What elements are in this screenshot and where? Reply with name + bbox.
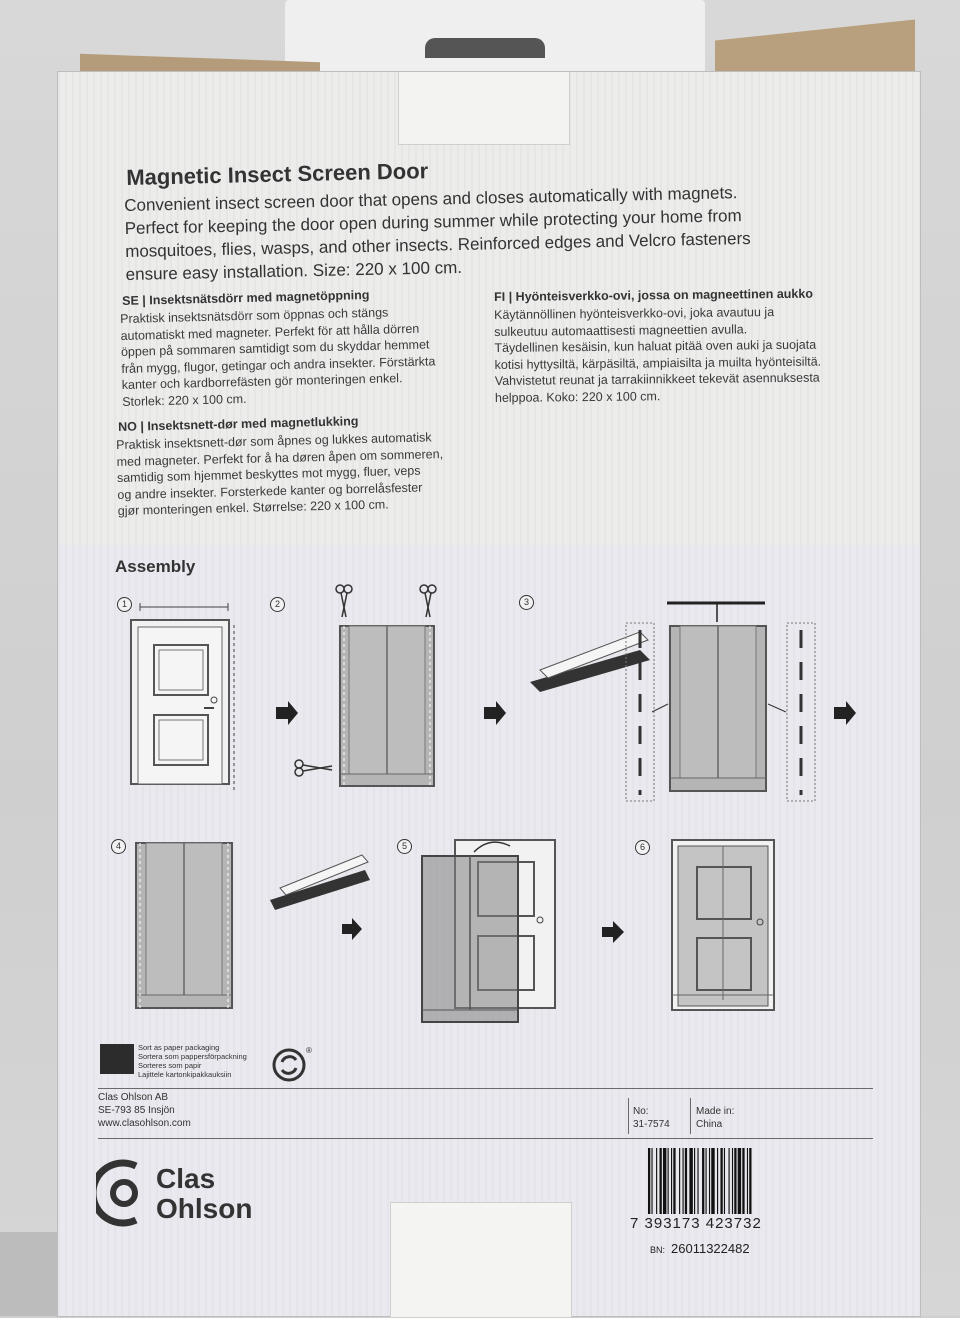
barcode-bar: [656, 1148, 657, 1214]
batch-label: BN:: [650, 1245, 666, 1255]
step-number: 2: [270, 597, 285, 612]
barcode-bar: [724, 1148, 725, 1214]
assembly-heading: Assembly: [115, 557, 196, 576]
barcode-bar: [729, 1148, 730, 1214]
barcode-bar: [663, 1148, 666, 1214]
company-name: Clas Ohlson AB: [98, 1092, 169, 1103]
barcode-bar: [694, 1148, 695, 1214]
step-number: 1: [117, 597, 132, 612]
recycling-line: Sorteres som papir: [138, 1061, 202, 1070]
barcode-bar: [679, 1148, 680, 1214]
barcode-bar: [732, 1148, 733, 1214]
barcode-bar: [671, 1148, 672, 1214]
barcode-bar: [738, 1148, 741, 1214]
origin-label: Made in:: [696, 1106, 735, 1117]
company-website: www.clasohlson.com: [98, 1118, 191, 1129]
company-address: [98, 1091, 191, 1130]
step6-final-illustration: [672, 840, 774, 1010]
item-number-value: 31-7574: [633, 1119, 670, 1130]
barcode-bar: [689, 1148, 692, 1214]
barcode-bar: [660, 1148, 662, 1214]
product-title: Magnetic Insect Screen Door: [126, 158, 429, 190]
se-line: öppen på sommaren samtidigt som du skyddar hemmet: [120, 337, 430, 359]
step2-screen-illustration: [295, 585, 436, 786]
se-line: Praktisk insektsnätsdörr som öppnas och stängs: [120, 305, 389, 326]
barcode-bar: [747, 1148, 748, 1214]
batch-number: [650, 1241, 750, 1256]
fi-line: Käytännöllinen hyönteisverkko-ovi, joka avautuu ja: [494, 305, 775, 322]
step1-door-illustration: [131, 603, 234, 790]
fi-line: helppoa. Koko: 220 x 100 cm.: [494, 388, 661, 405]
step-number: 5: [397, 839, 412, 854]
recycling-line: Sortera som pappersförpackning: [138, 1052, 247, 1061]
no-line: med magneter. Perfekt for å ha døren åpen om sommeren,: [116, 446, 444, 469]
barcode-bar: [717, 1148, 718, 1214]
clas-ohlson-logo-icon: [96, 1158, 146, 1228]
brand-line: Clas: [156, 1163, 216, 1194]
step-number: 4: [111, 839, 126, 854]
brand-line: Ohlson: [156, 1193, 253, 1224]
description-line: Perfect for keeping the door open during summer while protecting your home from: [124, 206, 742, 238]
barcode-bar: [711, 1148, 714, 1214]
no-heading: NO | Insektsnett-dør med magnetlukking: [118, 414, 359, 434]
barcode-bar: [648, 1148, 650, 1214]
fi-line: Täydellinen kesäisin, kun haluat pitää oven auki ja suojata: [494, 337, 817, 355]
description-line: mosquitoes, flies, wasps, and other insects. Reinforced edges and Velcro fasteners: [125, 228, 751, 261]
step5-mounting-illustration: [422, 840, 555, 1022]
barcode: [648, 1148, 820, 1214]
barcode-bar: [749, 1148, 751, 1214]
barcode-bar: [685, 1148, 687, 1214]
company-city: SE-793 85 Insjön: [98, 1105, 175, 1116]
origin-value: China: [696, 1119, 723, 1130]
step3-velcro-illustration: [530, 603, 815, 801]
registered-mark: ®: [306, 1046, 312, 1055]
barcode-bar: [734, 1148, 736, 1214]
item-number: [633, 1105, 670, 1131]
no-line: Praktisk insektsnett-dør som åpnes og lukkes automatisk: [116, 430, 432, 452]
recycling-line: Lajittele kartonkipakkauksiin: [138, 1070, 232, 1079]
fi-line: Vahvistetut reunat ja tarrakiinnikkeet tekevät asennuksesta: [494, 370, 820, 388]
barcode-bar: [709, 1148, 710, 1214]
se-line: kanter och kardborrefästen gör monteringen enkel.: [121, 371, 403, 392]
barcode-bar: [706, 1148, 707, 1214]
batch-value: 26011322482: [671, 1241, 750, 1256]
description-line: Convenient insect screen door that opens and closes automatically with magnets.: [124, 183, 738, 215]
divider: [98, 1138, 873, 1139]
se-line: Storlek: 220 x 100 cm.: [122, 391, 247, 409]
fi-heading: FI | Hyönteisverkko-ovi, jossa on magneettinen aukko: [494, 286, 814, 304]
no-line: og andre insekter. Forsterkede kanter og borrelåsfester: [117, 480, 423, 502]
fi-line: kotisi hyttysiltä, kärpäsiltä, ampiaisilta ja muilta hyönteisiltä.: [494, 354, 822, 372]
recycling-text: [138, 1043, 247, 1079]
recycling-line: Sort as paper packaging: [138, 1043, 220, 1052]
se-line: från mygg, flugor, getingar och andra insekter. Förstärkta: [121, 353, 436, 376]
ean-number: 7 393173 423732: [630, 1215, 762, 1232]
box-bottom-tab: [390, 1202, 572, 1318]
se-heading: SE | Insektsnätsdörr med magnetöppning: [122, 287, 370, 308]
barcode-bar: [683, 1148, 684, 1214]
paper-bin-icon: [100, 1044, 134, 1074]
no-line: gjør monteringen enkel. Størrelse: 220 x 100 cm.: [117, 497, 389, 518]
brand-logo-text: [156, 1164, 252, 1224]
recycle-icon: [272, 1048, 306, 1082]
fi-line: sulkeutuu automaattisesti magneettien avulla.: [494, 321, 748, 339]
barcode-bar: [668, 1148, 669, 1214]
no-line: samtidig som hjemmet beskyttes mot mygg, fluer, veps: [116, 463, 421, 485]
barcode-bar: [651, 1148, 652, 1214]
barcode-bar: [697, 1148, 698, 1214]
origin: [696, 1105, 734, 1131]
step-number: 6: [635, 840, 650, 855]
step-number: 3: [519, 595, 534, 610]
divider: [98, 1088, 873, 1089]
step4-screen-illustration: [136, 843, 370, 1008]
divider: [628, 1098, 629, 1134]
barcode-bar: [720, 1148, 722, 1214]
item-number-label: No:: [633, 1106, 649, 1117]
barcode-bar: [742, 1148, 744, 1214]
se-line: automatiskt med magneter. Perfekt för att hålla dörren: [120, 321, 420, 343]
barcode-bar: [673, 1148, 675, 1214]
barcode-bar: [702, 1148, 704, 1214]
divider: [690, 1098, 691, 1134]
description-line: ensure easy installation. Size: 220 x 100 cm.: [125, 257, 463, 284]
